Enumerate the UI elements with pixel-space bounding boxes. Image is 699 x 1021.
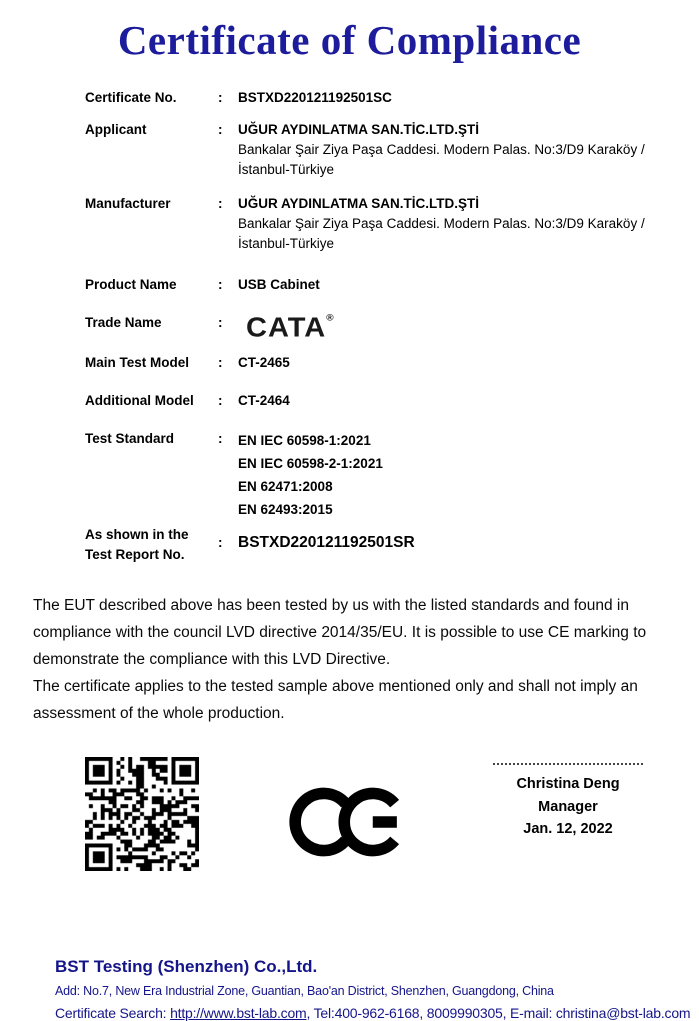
main-test-model-label: Main Test Model <box>85 355 190 370</box>
field-row-manufacturer <box>85 194 699 254</box>
certificate-no-label: Certificate No. <box>85 90 177 105</box>
certificate-no-value: BSTXD220121192501SC <box>238 90 392 105</box>
statement-paragraph-2: The certificate applies to the tested sample above mentioned only and shall not imply an assessment of the whole production. <box>33 678 638 722</box>
field-row-trade-name <box>85 313 699 343</box>
signature-date: Jan. 12, 2022 <box>523 821 613 837</box>
test-standard-3: EN 62471:2008 <box>238 479 333 494</box>
applicant-value-block <box>238 120 645 180</box>
manufacturer-value-block <box>238 194 645 254</box>
applicant-label: Applicant <box>85 122 147 137</box>
field-row-certificate-no <box>85 88 699 108</box>
cata-logo-text: CATA <box>246 312 327 344</box>
cata-brand-logo <box>246 314 335 343</box>
lab-footer <box>55 957 699 1021</box>
test-report-value: BSTXD220121192501SR <box>238 534 415 551</box>
field-colon: : <box>218 277 223 292</box>
certificate-page <box>0 16 699 1021</box>
field-row-product-name <box>85 275 699 295</box>
field-colon: : <box>218 315 223 330</box>
manufacturer-label: Manufacturer <box>85 196 171 211</box>
page-title: Certificate of Compliance <box>117 17 582 63</box>
field-colon: : <box>218 196 223 211</box>
signer-title: Manager <box>538 798 598 815</box>
manufacturer-address-line2: İstanbul-Türkiye <box>238 236 335 251</box>
marks-and-signature-row <box>0 755 699 905</box>
certificate-search-label: Certificate Search: <box>55 1005 171 1021</box>
registered-trademark-icon: ® <box>326 312 335 324</box>
product-name-value: USB Cabinet <box>238 277 320 292</box>
field-colon: : <box>218 122 223 137</box>
test-standard-1: EN IEC 60598-1:2021 <box>238 433 371 448</box>
manufacturer-address-line1: Bankalar Şair Ziya Paşa Caddesi. Modern Palas. No:3/D9 Karaköy / <box>238 216 645 231</box>
main-test-model-value: CT-2465 <box>238 355 290 370</box>
field-row-additional-model <box>85 391 699 411</box>
field-colon: : <box>218 393 223 408</box>
compliance-statement <box>33 592 673 727</box>
test-report-label <box>85 525 218 565</box>
field-row-applicant <box>85 120 699 180</box>
manufacturer-name: UĞUR AYDINLATMA SAN.TİC.LTD.ŞTİ <box>238 196 479 211</box>
additional-model-label: Additional Model <box>85 393 194 408</box>
applicant-address-line2: İstanbul-Türkiye <box>238 162 335 177</box>
trade-name-label: Trade Name <box>85 315 162 330</box>
signature-dotted-line <box>493 763 643 765</box>
field-colon: : <box>218 535 223 550</box>
lab-address: Add: No.7, New Era Industrial Zone, Guantian, Bao'an District, Shenzhen, Guangdong, China <box>55 984 554 998</box>
statement-paragraph-1: The EUT described above has been tested by us with the listed standards and found in compliance with the council LVD directive 2014/35/EU. It is possible to use CE marking to demonstrate the compliance with this LVD Directive. <box>33 597 647 668</box>
field-row-test-report-no <box>85 525 699 565</box>
test-report-label-line1: As shown in the <box>85 527 189 542</box>
field-row-test-standard <box>85 429 699 521</box>
lab-contact-line <box>55 1005 699 1021</box>
test-report-label-line2: Test Report No. <box>85 547 185 562</box>
certificate-fields <box>85 88 699 565</box>
ce-mark-icon <box>288 781 404 863</box>
field-row-main-test-model <box>85 353 699 373</box>
signature-block <box>468 763 668 841</box>
applicant-name: UĞUR AYDINLATMA SAN.TİC.LTD.ŞTİ <box>238 122 479 137</box>
test-standard-2: EN IEC 60598-2-1:2021 <box>238 456 383 471</box>
additional-model-value: CT-2464 <box>238 393 290 408</box>
qr-code <box>85 757 199 871</box>
lab-contact-details: , Tel:400-962-6168, 8009990305, E-mail: christina@bst-lab.com <box>306 1005 691 1021</box>
field-colon: : <box>218 431 223 446</box>
trade-name-value <box>238 313 335 343</box>
applicant-address-line1: Bankalar Şair Ziya Paşa Caddesi. Modern Palas. No:3/D9 Karaköy / <box>238 142 645 157</box>
product-name-label: Product Name <box>85 277 177 292</box>
test-standard-4: EN 62493:2015 <box>238 502 333 517</box>
field-colon: : <box>218 355 223 370</box>
test-standard-label: Test Standard <box>85 431 175 446</box>
lab-company-name: BST Testing (Shenzhen) Co.,Ltd. <box>55 957 318 976</box>
certificate-search-link[interactable]: http://www.bst-lab.com <box>170 1005 307 1021</box>
signer-name: Christina Deng <box>516 776 620 792</box>
field-colon: : <box>218 90 223 105</box>
test-standard-values <box>238 429 383 521</box>
